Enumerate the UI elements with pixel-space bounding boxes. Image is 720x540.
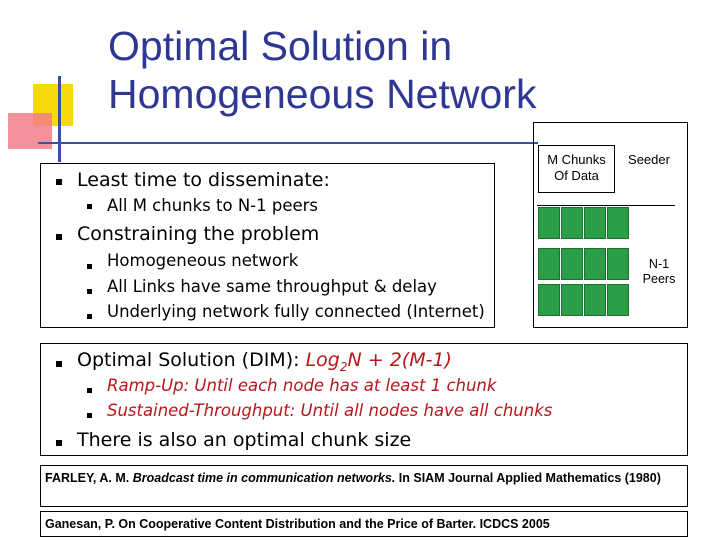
bullet-optimal-solution [77,349,452,374]
decor-horizontal-line [38,142,538,144]
peer-chunk [607,248,629,280]
ramp-up-label: Ramp-Up: [107,376,190,395]
peer-chunk [561,248,583,280]
bullet-marker [56,179,62,185]
seeder-chunk [561,207,583,239]
formula-log-base: 2 [339,359,348,374]
bullet-least-time: Least time to disseminate: [77,169,330,191]
sub-bullet-underlying: Underlying network fully connected (Internet) [107,302,485,321]
chunks-label-line-2: Of Data [554,168,599,183]
bullet-marker [56,234,62,240]
seeder-line [537,205,675,206]
peer-chunk [607,284,629,316]
formula-rest: N + 2(M-1) [347,349,452,371]
peers-label-line-1: N-1 [648,257,670,271]
sub-bullet-homogeneous: Homogeneous network [107,251,299,270]
peer-chunk [561,284,583,316]
peer-chunk [538,248,560,280]
peers-label-line-2: Peers [642,272,676,286]
ramp-up-text: Until each node has at least 1 chunk [189,376,497,395]
sub-bullet-marker [87,204,92,209]
sub-bullet-marker [87,388,92,393]
formula-log-text: Log [305,349,340,371]
bullet-constraining: Constraining the problem [77,223,320,245]
title-line-2: Homogeneous Network [108,71,537,117]
sustained-text: Until all nodes have all chunks [295,401,553,420]
sub-bullet-chunks: All M chunks to N-1 peers [107,196,319,215]
sub-bullet-marker [87,289,92,294]
seeder-chunk [584,207,606,239]
optimal-solution-prefix: Optimal Solution (DIM): [77,349,306,371]
bullet-chunk-size: There is also an optimal chunk size [77,429,412,451]
peer-chunk [584,284,606,316]
sub-bullet-sustained [107,401,552,420]
reference-ganesan [40,511,688,537]
ref1-rest: In SIAM Journal Applied Mathematics (1980) [395,471,661,485]
seeder-chunk [538,207,560,239]
ref2-text: Ganesan, P. On Cooperative Content Distribution and the Price of Barter. ICDCS 2005 [45,517,550,531]
sustained-label: Sustained-Throughput: [107,401,296,420]
sub-bullet-marker [87,264,92,269]
ref1-title: Broadcast time in communication networks. [132,471,396,485]
peer-chunk [538,284,560,316]
seeder-chunk [607,207,629,239]
slide-title [108,22,536,118]
chunks-label-line-1: M Chunks [547,152,606,167]
chunks-label [538,152,615,184]
reference-farley [40,465,688,507]
sub-bullet-links: All Links have same throughput & delay [107,277,437,296]
decor-vertical-line [58,76,61,162]
sub-bullet-marker [87,413,92,418]
sub-bullet-marker [87,314,92,319]
ref1-author: FARLEY, A. M. [45,471,133,485]
bullet-marker [56,440,62,446]
formula-log [305,349,452,374]
peers-label [637,257,681,287]
sub-bullet-ramp-up [107,376,496,395]
title-line-1: Optimal Solution in [108,23,453,69]
peer-chunk [584,248,606,280]
seeder-label: Seeder [628,152,670,167]
bullet-marker [56,361,62,367]
